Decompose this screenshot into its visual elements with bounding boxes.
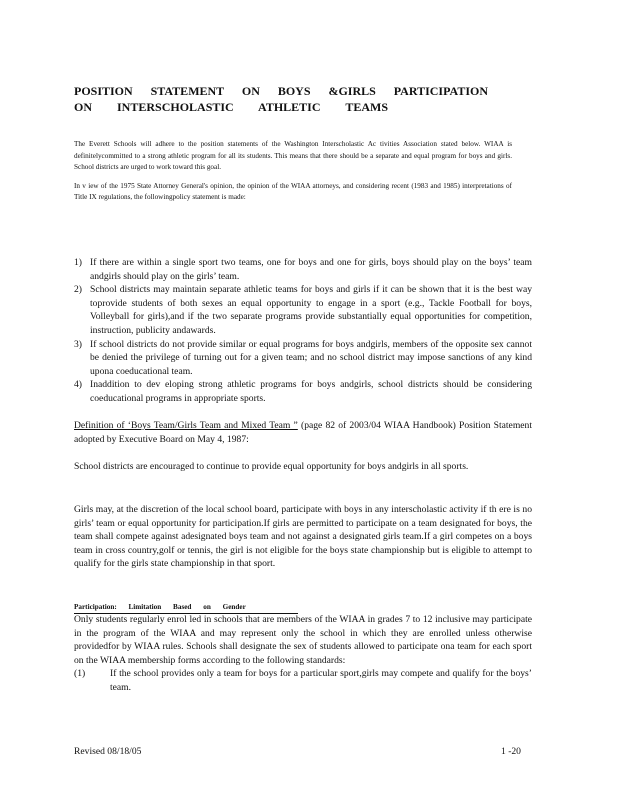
intro-section	[74, 139, 512, 204]
standard-item	[74, 667, 532, 694]
intro-paragraph-1: The Everett Schools will adhere to the position statements of the Washington Interscholastic Ac tivities Association stated below. WIAA is definitelycommitted to a strong athletic program for all its students. This means that there should be a separate and equal program for boys and girls. School districts are urged to work toward this goal.	[74, 140, 512, 171]
standard-text: If the school provides only a team for boys for a particular sport,girls may compete and qualify for the boys’ team.	[110, 668, 532, 693]
list-item-text: School districts may maintain separate athletic teams for boys and girls if it can be shown that it is the best way toprovide students of both sexes an equal opportunity to engage in a sport (e.g., Tackle Football for boys, Volleyball for girls),and if the two separate programs provide substantially equal opportunities for competition, instruction, publicity andawards.	[90, 284, 532, 336]
definition-text: (page 82 of 2003/04 WIAA Handbook) Position Statement adopted by Executive Board on May 4, 1987:	[74, 420, 532, 445]
list-item-text: If there are within a single sport two teams, one for boys and one for girls, boys should play on the boys’ team andgirls should play on the girls’ team.	[90, 257, 532, 282]
list-item	[74, 378, 532, 405]
list-item-number: 4)	[74, 379, 82, 391]
page-title-line-2: ON INTERSCHOLASTIC ATHLETIC TEAMS	[74, 100, 388, 114]
list-item	[74, 338, 532, 379]
page-title-line-1: POSITION STATEMENT ON BOYS &GIRLS PARTICIPATION	[74, 84, 488, 98]
girls-participation-paragraph: Girls may, at the discretion of the local school board, participate with boys in any interscholastic activity if th ere is no girls’ team or equal opportunity for participation.If girls are permitted to participate on a team designated for boys, the team shall compete against adesignated boys team and not against a designated girls team.If a girl competes on a boys team in cross country,golf or tennis, the girl is not eligible for the boys state championship but is eligible to attempt to qualify for the girls state championship in that sport.	[74, 504, 532, 570]
participation-paragraph: Only students regularly enrol led in schools that are members of the WIAA in grades 7 to 12 inclusive may participate in the program of the WIAA and may represent only the school in which they are enrolled unless otherwise providedfor by WIAA rules. Schools shall designate the sex of students allowed to participate ona team for each sport on the WIAA membership forms according to the following standards:	[74, 614, 532, 666]
list-item-number: 3)	[74, 338, 82, 350]
participation-section	[74, 613, 532, 695]
policy-list	[74, 256, 532, 406]
definition-paragraph	[74, 419, 532, 446]
standard-number: (1)	[74, 668, 86, 680]
revision-date: Revised 08/18/05	[74, 746, 142, 757]
page-number: 1 -20	[501, 746, 521, 757]
intro-paragraph-2: In v iew of the 1975 State Attorney General's opinion, the opinion of the WIAA attorneys, and considering recent (1983 and 1985) interpretations of Title IX regulations, the followingpolicy statement is made:	[74, 181, 512, 201]
list-item-text: If school districts do not provide similar or equal programs for boys andgirls, members of the opposite sex cannot be denied the privilege of turning out for a given team; and no school district may impose sanctions of any kind upona coeducational team.	[90, 338, 532, 377]
participation-heading: Participation: Limitation Based on Gender	[74, 601, 298, 614]
list-item	[74, 283, 532, 337]
list-item-text: Inaddition to dev eloping strong athletic programs for boys andgirls, school districts should be considering coeducational programs in appropriate sports.	[90, 379, 532, 404]
list-item-number: 1)	[74, 257, 82, 268]
definition-title: Definition of ‘Boys Team/Girls Team and Mixed Team ”	[74, 420, 298, 431]
list-item-number: 2)	[74, 284, 82, 296]
list-item	[74, 256, 532, 283]
encouraged-paragraph: School districts are encouraged to continue to provide equal opportunity for boys andgirls in all sports.	[74, 461, 469, 472]
